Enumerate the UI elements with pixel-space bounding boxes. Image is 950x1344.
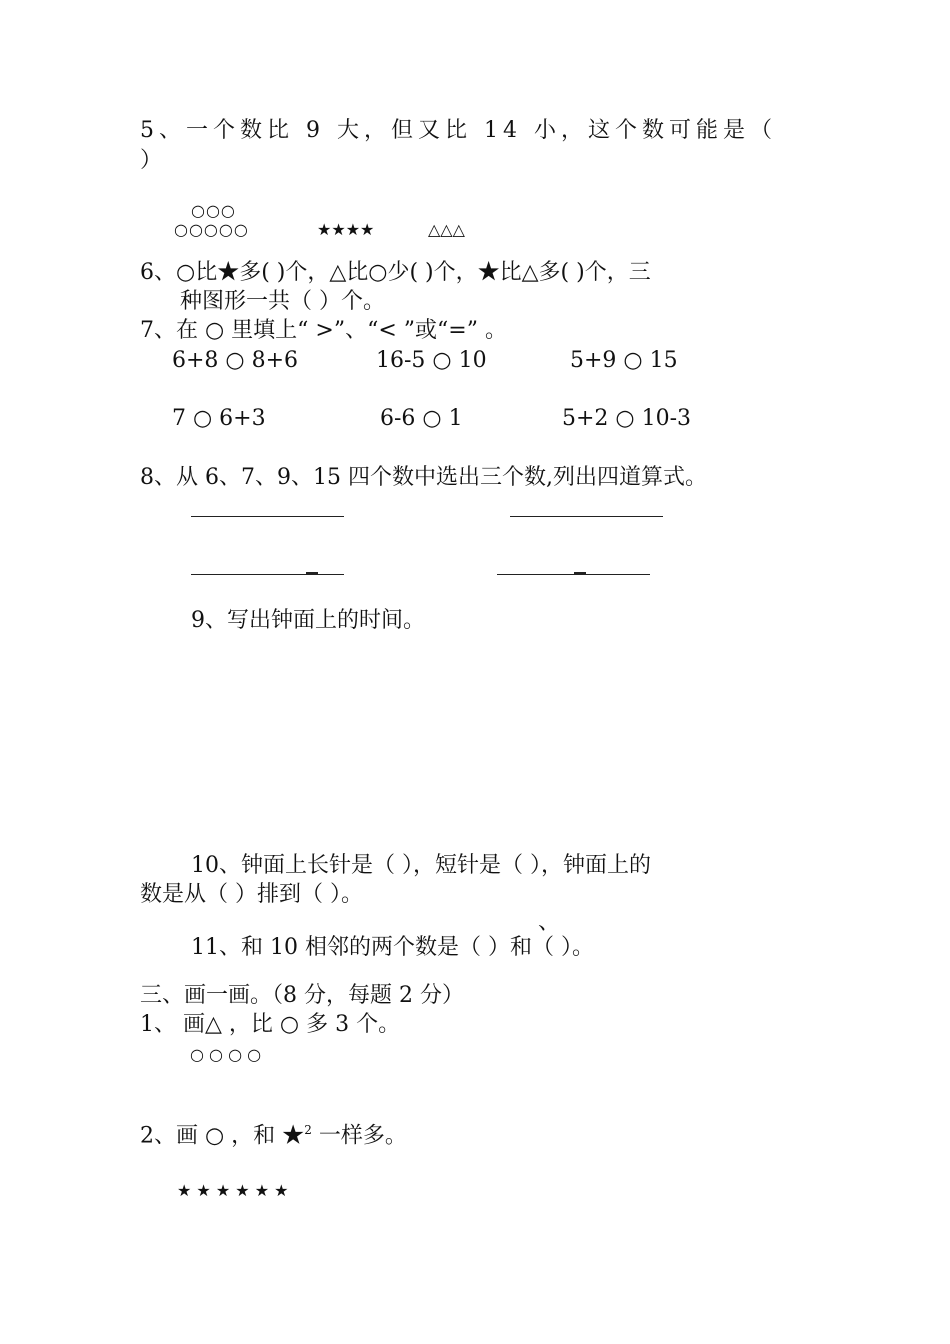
answer-blank-2[interactable]	[510, 516, 663, 517]
answer-blank-4-mark	[574, 572, 586, 574]
q6-line1: 6、○比★多( )个，△比○少( )个，★比△多( )个，三	[140, 260, 651, 285]
s3-q2	[140, 1117, 407, 1149]
s3-q2-suffix: 一样多。	[311, 1123, 407, 1149]
q7-row1-item2: 16-5 ○ 10	[376, 348, 487, 373]
q7-title: 7、在 ○ 里填上“ >”、“< ”或“=” 。	[140, 318, 507, 343]
s3-q2-stars: ★ ★ ★ ★ ★ ★	[177, 1181, 289, 1200]
q7-row1-item3: 5+9 ○ 15	[570, 348, 678, 373]
q8-title: 8、从 6、7、9、15 四个数中选出三个数,列出四道算式。	[140, 465, 707, 490]
q10-line2: 数是从（ ）排到（ ）。	[140, 882, 363, 907]
answer-blank-3[interactable]	[191, 574, 344, 575]
q9-title: 9、写出钟面上的时间。	[191, 608, 425, 633]
stars-row: ★★★★	[317, 220, 375, 239]
s3-q2-prefix: 2、画 ○ ，和 ★	[140, 1123, 305, 1149]
q7-row2-item2: 6-6 ○ 1	[380, 406, 463, 431]
stray-mark: 、	[538, 910, 561, 935]
q10-line1: 10、钟面上长针是（ ），短针是（ ），钟面上的	[191, 853, 651, 878]
q7-row2-item3: 5+2 ○ 10-3	[562, 406, 692, 431]
section-3-title: 三、画一画。（8 分，每题 2 分）	[140, 983, 464, 1008]
s3-q1: 1、 画△ ，比 ○ 多 3 个。	[140, 1012, 401, 1037]
circles-bottom-row: ○○○○○	[174, 220, 249, 239]
answer-blank-4[interactable]	[497, 574, 650, 575]
s3-q2-sup: 2	[304, 1123, 312, 1137]
q7-row2-item1: 7 ○ 6+3	[172, 406, 266, 431]
q5-line1: 5、一个数比 9 大，但又比 14 小，这个数可能是（	[140, 118, 777, 143]
q7-row1-item1: 6+8 ○ 8+6	[172, 348, 299, 373]
answer-blank-3-mark	[306, 572, 318, 574]
circles-top-row: ○○○	[191, 201, 236, 220]
s3-q1-circles: ○ ○ ○ ○	[190, 1045, 262, 1064]
answer-blank-1[interactable]	[191, 516, 344, 517]
q11-title: 11、和 10 相邻的两个数是（ ）和（ ）。	[191, 935, 594, 960]
q5-line2: ）	[140, 148, 163, 173]
triangles-row: △△△	[428, 220, 465, 239]
q6-line2: 种图形一共（ ）个。	[180, 289, 385, 314]
